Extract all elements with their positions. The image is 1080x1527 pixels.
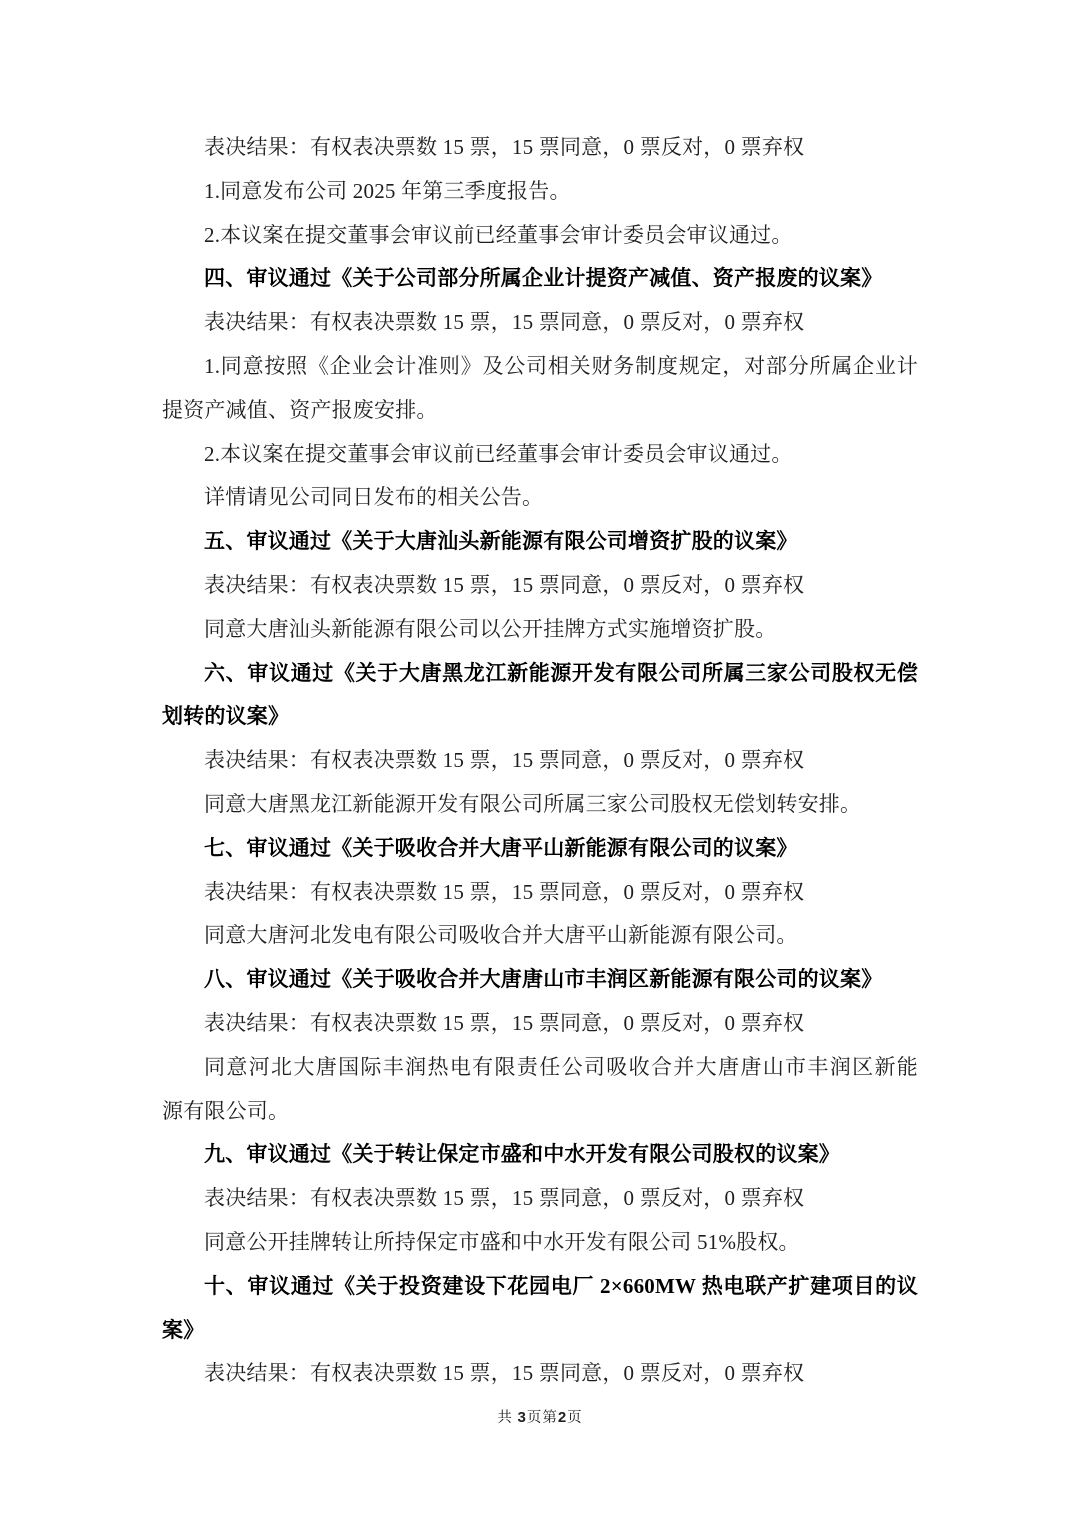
document-line: 同意河北大唐国际丰润热电有限责任公司吸收合并大唐唐山市丰润区新能 bbox=[204, 1054, 918, 1079]
document-line: 同意大唐汕头新能源有限公司以公开挂牌方式实施增资扩股。 bbox=[204, 616, 777, 641]
section-heading: 十、审议通过《关于投资建设下花园电厂 2×660MW 热电联产扩建项目的议 bbox=[204, 1273, 918, 1298]
document-line: 同意大唐河北发电有限公司吸收合并大唐平山新能源有限公司。 bbox=[204, 923, 798, 948]
page-count-prefix: 共 bbox=[497, 1410, 518, 1426]
document-line: 同意大唐黑龙江新能源开发有限公司所属三家公司股权无偿划转安排。 bbox=[204, 791, 862, 816]
document-line: 表决结果：有权表决票数 15 票，15 票同意，0 票反对，0 票弃权 bbox=[204, 1010, 805, 1035]
section-heading: 四、审议通过《关于公司部分所属企业计提资产减值、资产报废的议案》 bbox=[204, 266, 883, 291]
page-count-total: 3 bbox=[517, 1409, 527, 1426]
document-line: 表决结果：有权表决票数 15 票，15 票同意，0 票反对，0 票弃权 bbox=[204, 748, 805, 773]
page-number-suffix: 页 bbox=[567, 1410, 583, 1426]
section-heading: 八、审议通过《关于吸收合并大唐唐山市丰润区新能源有限公司的议案》 bbox=[204, 967, 883, 992]
document-body bbox=[162, 126, 918, 1396]
document-line: 2.本议案在提交董事会审议前已经董事会审计委员会审议通过。 bbox=[204, 441, 793, 466]
document-line: 1.同意发布公司 2025 年第三季度报告。 bbox=[204, 178, 571, 203]
document-line: 同意公开挂牌转让所持保定市盛和中水开发有限公司 51%股权。 bbox=[204, 1229, 800, 1254]
page-count-suffix: 页 bbox=[526, 1410, 543, 1426]
section-heading: 九、审议通过《关于转让保定市盛和中水开发有限公司股权的议案》 bbox=[204, 1142, 840, 1167]
document-line: 表决结果：有权表决票数 15 票，15 票同意，0 票反对，0 票弃权 bbox=[204, 135, 805, 159]
document-line: 2.本议案在提交董事会审议前已经董事会审计委员会审议通过。 bbox=[204, 222, 793, 247]
document-line: 源有限公司。 bbox=[162, 1098, 290, 1123]
section-heading: 六、审议通过《关于大唐黑龙江新能源开发有限公司所属三家公司股权无偿 bbox=[204, 660, 918, 685]
document-line: 详情请见公司同日发布的相关公告。 bbox=[204, 485, 544, 510]
section-heading: 七、审议通过《关于吸收合并大唐平山新能源有限公司的议案》 bbox=[204, 835, 798, 860]
document-line: 表决结果：有权表决票数 15 票，15 票同意，0 票反对，0 票弃权 bbox=[204, 1186, 805, 1211]
document-line: 表决结果：有权表决票数 15 票，15 票同意，0 票反对，0 票弃权 bbox=[204, 572, 805, 597]
document-line: 提资产减值、资产报废安排。 bbox=[162, 397, 438, 422]
document-line: 表决结果：有权表决票数 15 票，15 票同意，0 票反对，0 票弃权 bbox=[204, 310, 805, 335]
section-heading: 划转的议案》 bbox=[162, 704, 290, 729]
document-line: 表决结果：有权表决票数 15 票，15 票同意，0 票反对，0 票弃权 bbox=[204, 1361, 805, 1386]
document-line: 1.同意按照《企业会计准则》及公司相关财务制度规定，对部分所属企业计 bbox=[204, 353, 918, 378]
page-number-current: 2 bbox=[557, 1409, 568, 1426]
page-number-prefix: 第 bbox=[542, 1410, 558, 1426]
section-heading: 五、审议通过《关于大唐汕头新能源有限公司增资扩股的议案》 bbox=[204, 529, 798, 554]
document-line: 表决结果：有权表决票数 15 票，15 票同意，0 票反对，0 票弃权 bbox=[204, 879, 805, 904]
page-footer bbox=[0, 1406, 1080, 1427]
section-heading: 案》 bbox=[162, 1317, 205, 1342]
